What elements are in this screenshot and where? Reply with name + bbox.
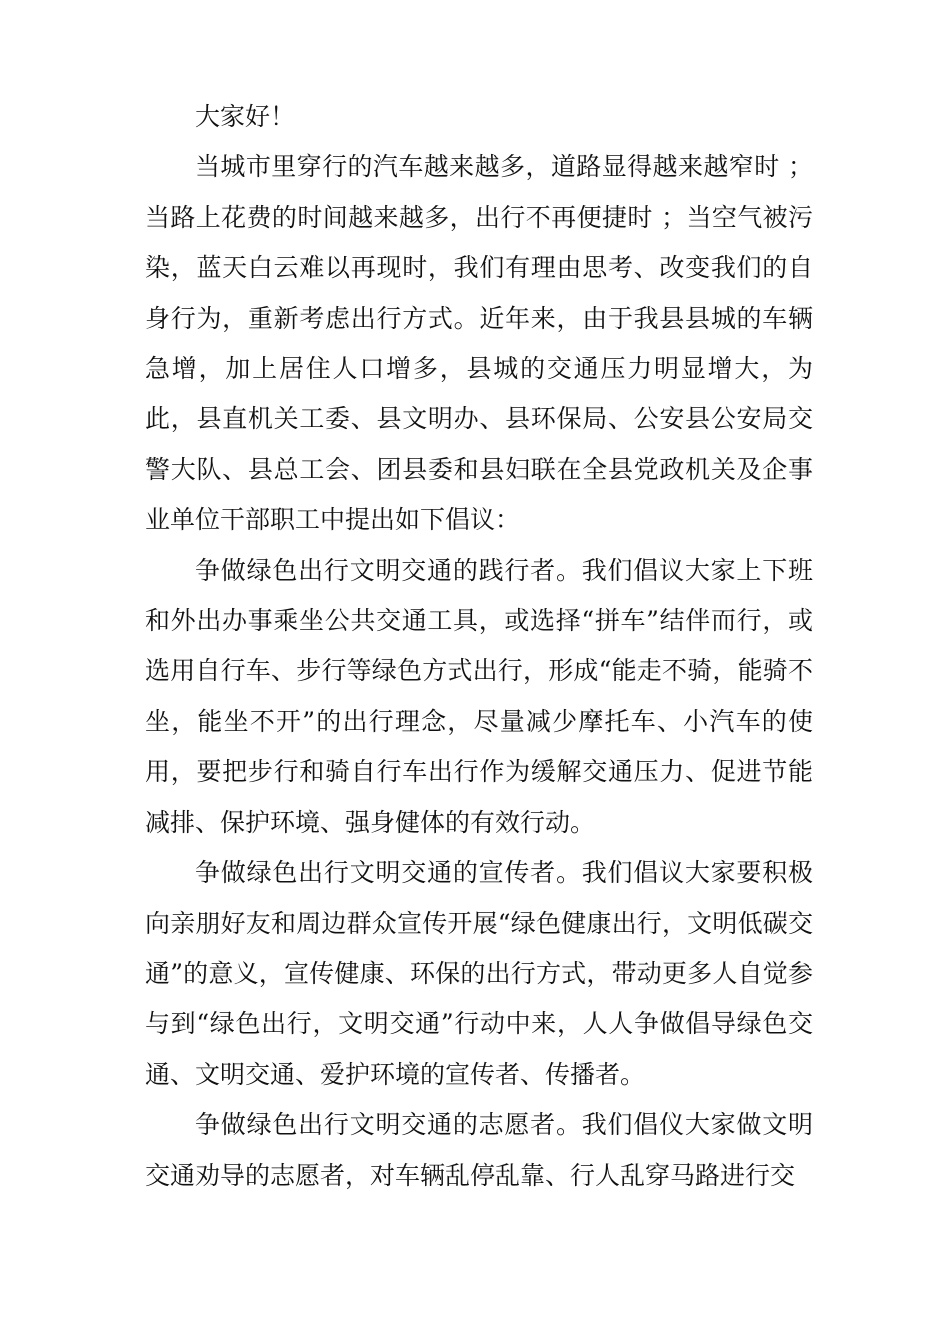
intro-paragraph: 当城市里穿行的汽车越来越多，道路显得越来越窄时 ；当路上花费的时间越来越多，出行不再便捷时 ；当空气被污染，蓝天白云难以再现时，我们有理由思考、改变我们的自身行为，重新考虑出行方式。近年来，由于我县县城的车辆急增，加上居住人口增多，县城的交通压力明显增大，为此，县直机关工委、县文明办、县环保局、公安县公安局交警大队、县总工会、团县委和县妇联在全县党政机关及企事业单位干部职工中提出如下倡议：	[145, 152, 813, 535]
practitioner-paragraph: 争做绿色出行文明交通的践行者。我们倡议大家上下班和外出办事乘坐公共交通工具，或选择“拼车”结伴而行，或选用自行车、步行等绿色方式出行，形成“能走不骑，能骑不坐，能坐不开”的出行理念，尽量减少摩托车、小汽车的使用，要把步行和骑自行车出行作为缓解交通压力、促进节能减排、保护环境、强身健体的有效行动。	[145, 555, 813, 837]
volunteer-paragraph: 争做绿色出行文明交通的志愿者。我们倡仪大家做文明交通劝导的志愿者，对车辆乱停乱靠、行人乱穿马路进行交	[145, 1110, 813, 1190]
promoter-paragraph: 争做绿色出行文明交通的宣传者。我们倡议大家要积极向亲朋好友和周边群众宣传开展“绿色健康出行，文明低碳交通”的意义，宣传健康、环保的出行方式，带动更多人自觉参与到“绿色出行，文明交通”行动中来，人人争做倡导绿色交通、文明交通、爱护环境的宣传者、传播者。	[145, 858, 813, 1089]
greeting-paragraph: 大家好！	[195, 102, 296, 131]
document-body	[145, 92, 813, 1201]
